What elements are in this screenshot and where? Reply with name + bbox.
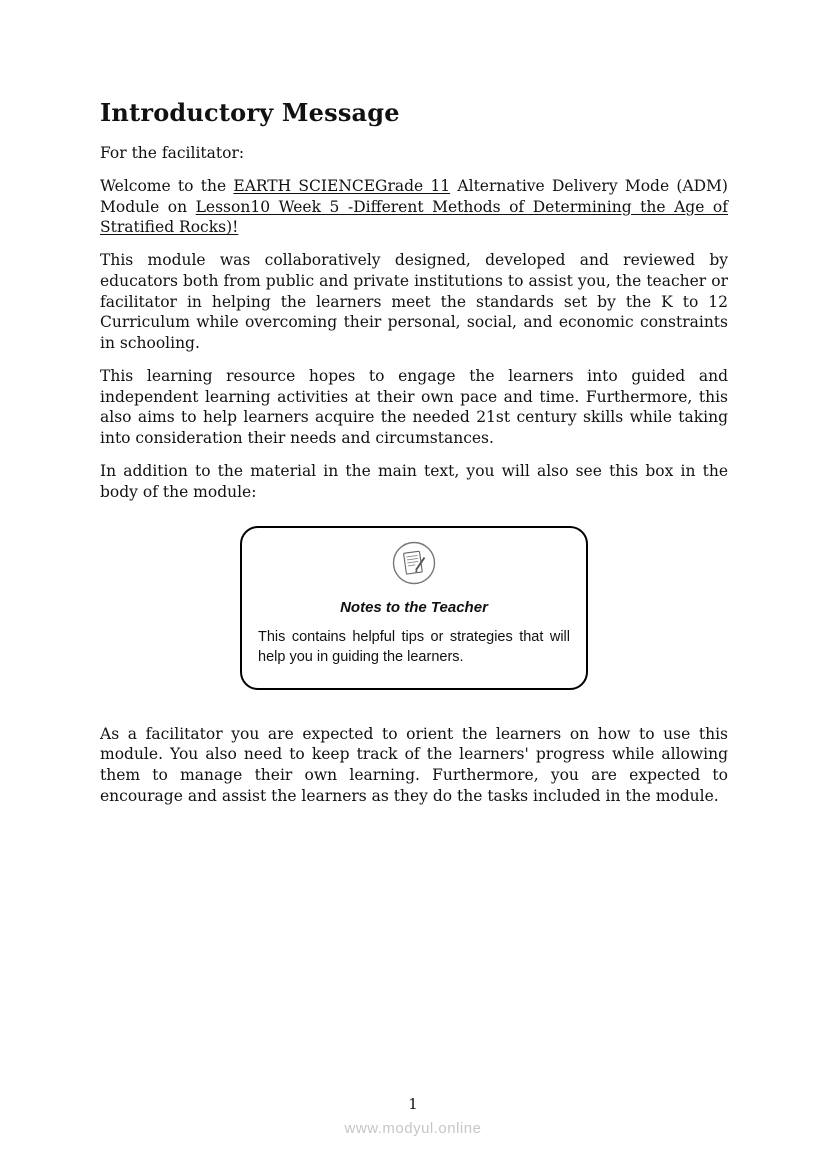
notes-icon-container <box>258 540 570 591</box>
welcome-lesson-underline: Lesson10 Week 5 -Different Methods of Determining the Age of Stratified Rocks)! <box>100 197 728 237</box>
paragraph-collaboration: This module was collaboratively designed, developed and reviewed by educators both from public and private institutions to assist you, the teacher or facilitator in helping the learners meet the standards set by the K to 12 Curriculum while overcoming their personal, social, and economic constraints in schooling. <box>100 251 728 353</box>
paragraph-facilitator-role: As a facilitator you are expected to orient the learners on how to use this module. You also need to keep track of the learners' progress while allowing them to manage their own learning. Furthermore, you are expected to encourage and assist the learners as they do the tasks included in the module. <box>100 724 728 805</box>
watermark-text: www.modyul.online <box>344 1120 482 1137</box>
notes-box-body: This contains helpful tips or strategies that will help you in guiding the learners. <box>258 629 570 666</box>
facilitator-line: For the facilitator: <box>100 144 245 162</box>
notes-to-teacher-box <box>240 526 588 689</box>
notes-box-title: Notes to the Teacher <box>340 599 488 617</box>
welcome-mid: Alternative Delivery Mode (ADM) Module on <box>100 176 728 216</box>
welcome-course-underline: EARTH SCIENCEGrade 11 <box>233 176 451 195</box>
writing-hand-icon <box>391 573 437 590</box>
welcome-pre: Welcome to the <box>100 176 234 195</box>
paragraph-box-intro: In addition to the material in the main text, you will also see this box in the body of the module: <box>100 461 728 501</box>
paragraph-learning-resource: This learning resource hopes to engage the learners into guided and independent learning activities at their own pace and time. Furthermore, this also aims to help learners acquire the needed 21st century skills while taking into consideration their needs and circumstances. <box>100 366 728 448</box>
page-title: Introductory Message <box>100 98 400 127</box>
page-number: 1 <box>408 1095 418 1113</box>
welcome-paragraph <box>100 176 728 238</box>
page-content <box>100 98 728 819</box>
